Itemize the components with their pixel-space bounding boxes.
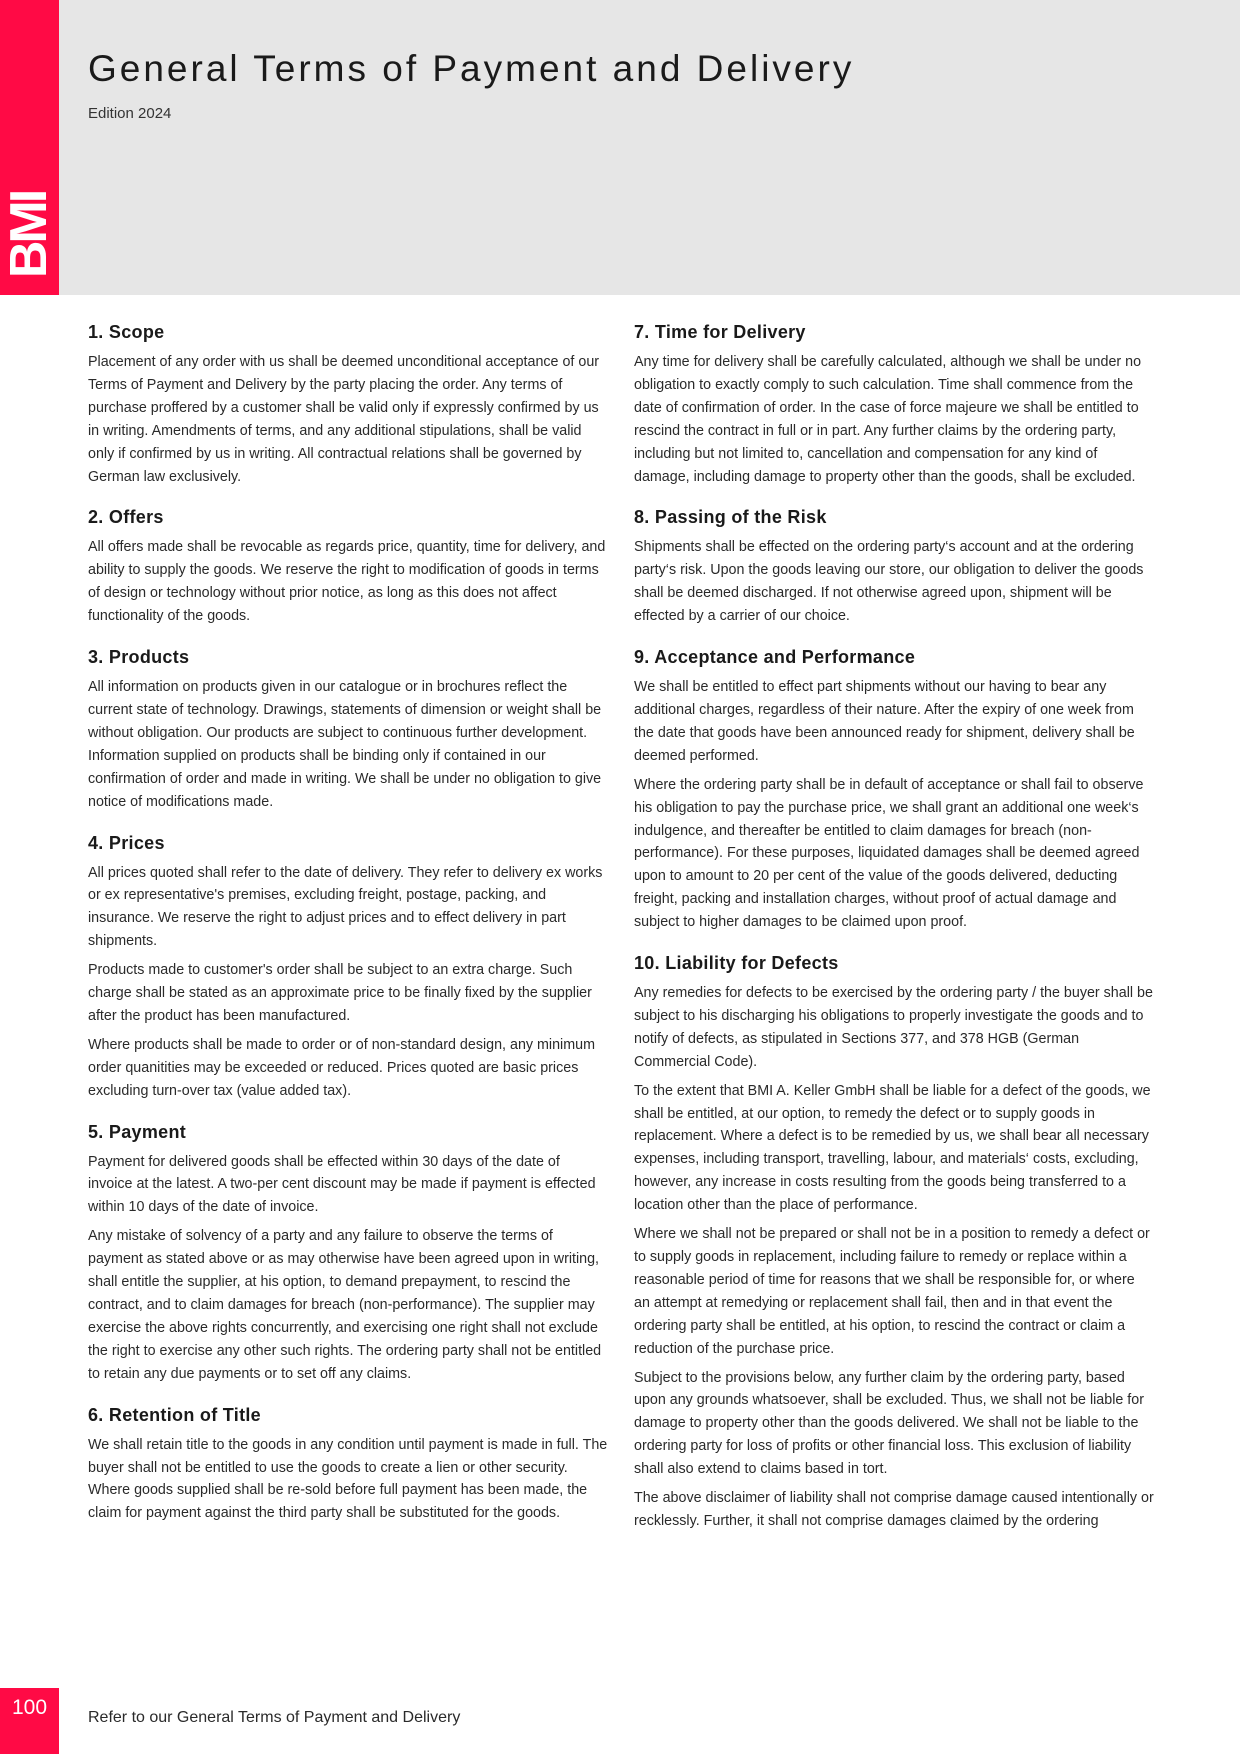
section-heading: 9. Acceptance and Performance bbox=[634, 647, 916, 668]
right-column bbox=[634, 318, 1154, 1552]
section-paragraph: Where products shall be made to order or of non-standard design, any minimum order quanitities may be exceeded or reduced. Prices quoted are basic prices excluding turn-over tax (value added tax). bbox=[88, 1036, 596, 1099]
terms-section bbox=[88, 1405, 608, 1526]
section-paragraph: Placement of any order with us shall be deemed unconditional acceptance of our Terms of Payment and Delivery by the party placing the order. Any terms of purchase proffered by a customer shall be valid only if expressly confirmed by us in writing. Amendments of terms, and any additional stipulations, shall be valid only if confirmed by us in writing. All contractual relations shall be governed by German law exclusively. bbox=[88, 354, 600, 485]
page-title: General Terms of Payment and Delivery bbox=[88, 48, 855, 89]
section-paragraph: Payment for delivered goods shall be effected within 30 days of the date of invoice at the latest. A two-per cent discount may be made if payment is effected within 10 days of the date of invoice. bbox=[88, 1153, 596, 1216]
section-paragraph: To the extent that BMI A. Keller GmbH shall be liable for a defect of the goods, we shall be entitled, at our option, to remedy the defect or to supply goods in replacement. Where a defect is to be remedied by us, we shall bear all necessary expenses, including transport, travelling, labour, and materials‘ costs, excluding, however, any increase in costs resulting from the goods being transferred to a location other than the place of performance. bbox=[634, 1082, 1151, 1214]
terms-section bbox=[88, 507, 608, 628]
section-heading: 10. Liability for Defects bbox=[634, 953, 839, 974]
terms-section bbox=[634, 647, 1154, 934]
section-paragraph: Subject to the provisions below, any further claim by the ordering party, based upon any grounds whatsoever, shall be excluded. Thus, we shall not be liable for damage to property other than the goods delivered. We shall not be liable to the ordering party for loss of profits or other financial loss. This exclusion of liability shall also extend to claims based in tort. bbox=[634, 1369, 1144, 1478]
section-paragraph: All prices quoted shall refer to the date of delivery. They refer to delivery ex works or ex representative's premises, excluding freight, postage, packing, and insurance. We reserve the right to adjust prices and to effect delivery in part shipments. bbox=[88, 864, 603, 950]
bmi-logo: BMI bbox=[0, 191, 59, 279]
section-heading: 5. Payment bbox=[88, 1121, 187, 1142]
section-paragraph: All offers made shall be revocable as regards price, quantity, time for delivery, and ability to supply the goods. We reserve the right to modification of goods in terms of design or technology without prior notice, as long as this does not affect functionality of the goods. bbox=[88, 539, 606, 625]
footer-text: Refer to our General Terms of Payment and Delivery bbox=[88, 1709, 461, 1726]
section-paragraph: The above disclaimer of liability shall not comprise damage caused intentionally or recklessly. Further, it shall not comprise damages claimed by the ordering bbox=[634, 1490, 1154, 1529]
section-paragraph: All information on products given in our catalogue or in brochures reflect the current state of technology. Drawings, statements of dimension or weight shall be without obligation. Our products are subject to continuous further development. Information supplied on products shall be binding only if contained in our confirmation of order and made in writing. We shall be under no obligation to give notice of modifications made. bbox=[88, 679, 602, 810]
section-paragraph: Products made to customer's order shall be subject to an extra charge. Such charge shall be stated as an approximate price to be finally fixed by the supplier after the product has been manufactured. bbox=[88, 962, 592, 1024]
terms-section bbox=[88, 1122, 608, 1386]
header-band bbox=[0, 0, 1240, 295]
section-paragraph: Shipments shall be effected on the ordering party‘s account and at the ordering party‘s risk. Upon the goods leaving our store, our obligation to deliver the goods shall be deemed discharged. If not otherwise agreed upon, shipment will be effected by a carrier of our choice. bbox=[634, 539, 1144, 625]
left-column bbox=[88, 318, 608, 1544]
terms-section bbox=[88, 647, 608, 813]
terms-section bbox=[634, 322, 1154, 488]
section-heading: 7. Time for Delivery bbox=[634, 322, 806, 342]
section-paragraph: Where the ordering party shall be in default of acceptance or shall fail to observe his obligation to pay the purchase price, we shall grant an additional one week‘s indulgence, and thereafter be entitled to claim damages for breach (non-performance). For these purposes, liquidated damages shall be deemed agreed upon to amount to 20 per cent of the value of the goods delivered, deducting freight, packing and installation charges, without proof of actual damage and subject to higher damages to be claimed upon proof. bbox=[634, 776, 1144, 931]
section-paragraph: Any remedies for defects to be exercised by the ordering party / the buyer shall be subject to his discharging his obligations to properly investigate the goods and to notify of defects, as stipulated in Sections 377, and 378 HGB (German Commercial Code). bbox=[634, 985, 1153, 1070]
edition-label: Edition 2024 bbox=[88, 105, 172, 122]
section-paragraph: We shall retain title to the goods in any condition until payment is made in full. The buyer shall not be entitled to use the goods to create a lien or other security. Where goods supplied shall be re-sold before full payment has been made, the claim for payment against the third party shall be substituted for the goods. bbox=[88, 1436, 608, 1522]
section-paragraph: Any mistake of solvency of a party and any failure to observe the terms of payment as stated above or as may otherwise have been agreed upon in writing, shall entitle the supplier, at his option, to demand prepayment, to rescind the contract, and to claim damages for breach (non-performance). The supplier may exercise the above rights concurrently, and exercising one right shall not exclude the right to exercise any other such rights. The ordering party shall not be entitled to retain any due payments or to set off any claims. bbox=[88, 1228, 602, 1382]
terms-section bbox=[88, 322, 608, 488]
section-heading: 3. Products bbox=[88, 647, 190, 668]
section-heading: 6. Retention of Title bbox=[88, 1404, 261, 1425]
section-paragraph: Any time for delivery shall be carefully calculated, although we shall be under no obligation to exactly comply to such calculation. Time shall commence from the date of confirmation of order. In the case of force majeure we shall be entitled to rescind the contract in full or in part. Any further claims by the ordering party, including but not limited to, cancellation and compensation for any kind of damage, including damage to property other than the goods, shall be excluded. bbox=[634, 354, 1142, 485]
section-paragraph: We shall be entitled to effect part shipments without our having to bear any additional charges, regardless of their nature. After the expiry of one week from the date that goods have been announced ready for shipment, delivery shall be deemed performed. bbox=[634, 679, 1135, 764]
terms-section bbox=[634, 507, 1154, 628]
section-heading: 4. Prices bbox=[88, 832, 165, 853]
page-number: 100 bbox=[0, 1688, 59, 1754]
terms-section bbox=[88, 833, 608, 1103]
section-heading: 1. Scope bbox=[88, 322, 165, 342]
terms-section bbox=[634, 953, 1154, 1533]
section-heading: 8. Passing of the Risk bbox=[634, 507, 827, 528]
section-heading: 2. Offers bbox=[88, 507, 164, 528]
section-paragraph: Where we shall not be prepared or shall not be in a position to remedy a defect or to supply goods in replacement, including failure to remedy or replace within a reasonable period of time for reasons that we shall be responsible for, or where an attempt at remedying or replacement shall fail, then and in that event the ordering party shall be entitled, at his option, to rescind the contract or claim a reduction of the purchase price. bbox=[634, 1226, 1150, 1357]
